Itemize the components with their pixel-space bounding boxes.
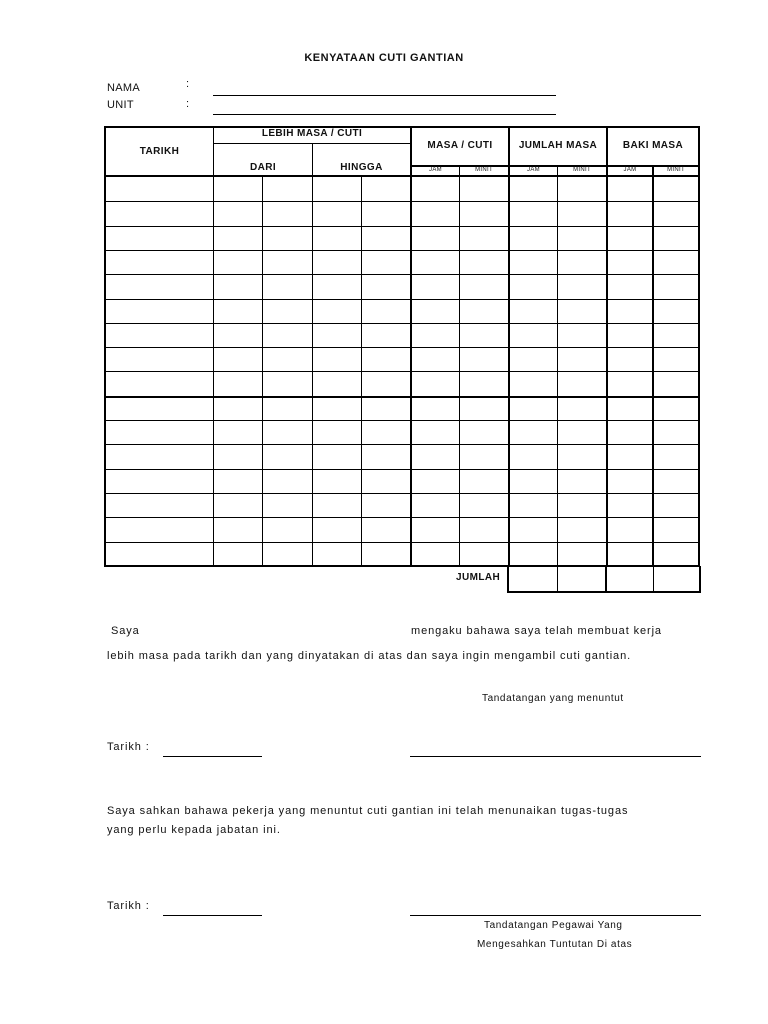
- nama-label: NAMA: [107, 82, 140, 94]
- table-row[interactable]: [106, 299, 698, 323]
- total-cell-line-1: [557, 566, 558, 591]
- claimant-date-line[interactable]: [163, 756, 262, 757]
- table-row[interactable]: [106, 274, 698, 298]
- header-dari: DARI: [249, 162, 277, 173]
- table-row[interactable]: [106, 347, 698, 371]
- overtime-table: [104, 126, 700, 567]
- table-row[interactable]: [106, 323, 698, 347]
- declaration-saya: Saya: [111, 625, 140, 637]
- unit-label: UNIT: [107, 99, 134, 111]
- table-row[interactable]: [106, 517, 698, 541]
- header-jumlah-jam: JAM: [527, 167, 540, 173]
- row-separator: [106, 469, 698, 470]
- header-baki-jam: JAM: [623, 167, 637, 173]
- table-row[interactable]: [106, 177, 698, 201]
- table-row[interactable]: [106, 542, 698, 566]
- row-separator: [106, 420, 698, 421]
- total-cell-line-2: [605, 566, 607, 591]
- unit-colon: :: [186, 98, 190, 110]
- table-row[interactable]: [106, 493, 698, 517]
- table-row[interactable]: [106, 371, 698, 395]
- row-separator: [106, 226, 698, 227]
- declaration-line2: lebih masa pada tarikh dan yang dinyatakan di atas dan saya ingin mengambil cuti gantian.: [107, 650, 632, 662]
- claimant-signature-line[interactable]: [410, 756, 701, 757]
- row-separator: [106, 542, 698, 543]
- row-separator: [106, 250, 698, 251]
- officer-signature-line[interactable]: [410, 915, 701, 916]
- header-jumlah-masa: JUMLAH MASA: [518, 140, 598, 151]
- table-row[interactable]: [106, 396, 698, 420]
- nama-colon: :: [186, 78, 190, 90]
- row-separator: [106, 371, 698, 372]
- officer-date-line[interactable]: [163, 915, 262, 916]
- unit-field-line[interactable]: [213, 114, 556, 115]
- total-cell-line-3: [653, 566, 654, 591]
- form-title: KENYATAAN CUTI GANTIAN: [304, 52, 464, 64]
- officer-signature-label-2: Mengesahkan Tuntutan Di atas: [477, 939, 633, 950]
- nama-field-line[interactable]: [213, 95, 556, 96]
- row-separator: [106, 493, 698, 494]
- row-separator: [106, 274, 698, 275]
- verification-line1: Saya sahkan bahawa pekerja yang menuntut cuti gantian ini telah menunaikan tugas-tugas: [107, 805, 629, 817]
- header-masa-minit: MINIT: [475, 167, 493, 173]
- header-subline-lebih: [214, 143, 412, 144]
- table-row[interactable]: [106, 469, 698, 493]
- row-separator: [106, 323, 698, 324]
- header-masa-jam: JAM: [429, 167, 442, 173]
- table-row[interactable]: [106, 201, 698, 225]
- officer-signature-label-1: Tandatangan Pegawai Yang: [484, 920, 623, 931]
- table-row[interactable]: [106, 444, 698, 468]
- header-masa-cuti: MASA / CUTI: [427, 140, 493, 151]
- row-separator: [106, 347, 698, 348]
- total-row: [507, 566, 701, 593]
- total-label: JUMLAH: [456, 572, 501, 583]
- table-row[interactable]: [106, 250, 698, 274]
- declaration-line1: mengaku bahawa saya telah membuat kerja: [411, 625, 662, 637]
- claimant-date-label: Tarikh :: [107, 741, 150, 753]
- header-hingga: HINGGA: [340, 162, 383, 173]
- table-row[interactable]: [106, 420, 698, 444]
- header-baki-minit: MINIT: [667, 167, 685, 173]
- table-row[interactable]: [106, 226, 698, 250]
- header-baki-masa: BAKI MASA: [622, 140, 684, 151]
- header-tarikh: TARIKH: [139, 146, 180, 157]
- row-separator: [106, 299, 698, 300]
- header-jumlah-minit: MINIT: [573, 167, 591, 173]
- row-separator: [106, 201, 698, 202]
- verification-line2: yang perlu kepada jabatan ini.: [107, 824, 281, 836]
- row-separator: [106, 517, 698, 518]
- header-lebih-masa-cuti: LEBIH MASA / CUTI: [261, 128, 363, 139]
- row-separator: [106, 444, 698, 445]
- row-separator: [106, 396, 698, 398]
- claimant-signature-label: Tandatangan yang menuntut: [482, 693, 624, 704]
- officer-date-label: Tarikh :: [107, 900, 150, 912]
